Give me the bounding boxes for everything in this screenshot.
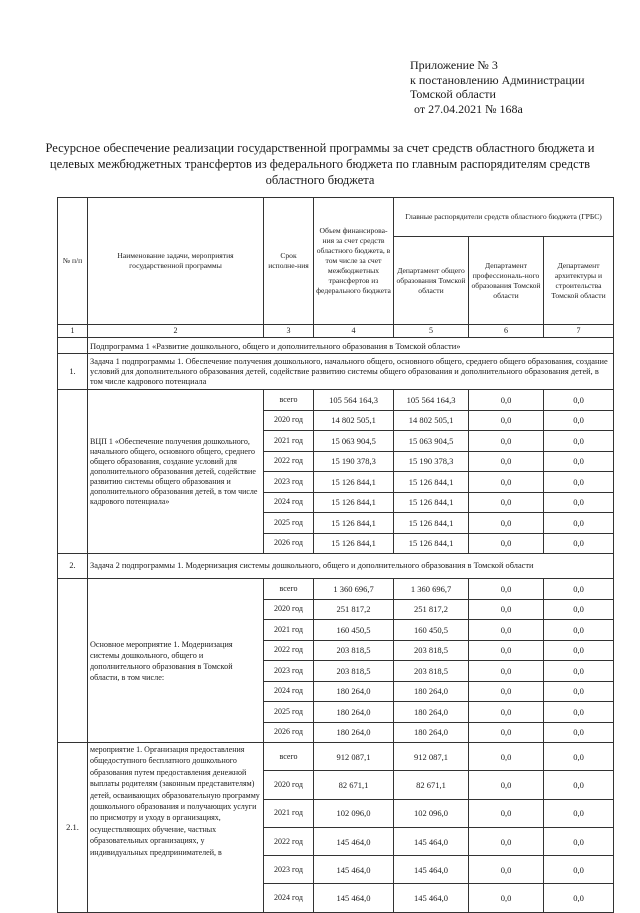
- volume-cell: 1 360 696,7: [314, 579, 394, 600]
- dep1-cell: 14 802 505,1: [394, 410, 469, 431]
- volume-cell: 102 096,0: [314, 799, 394, 827]
- dep3-cell: 0,0: [544, 431, 614, 452]
- dep1-cell: 180 264,0: [394, 702, 469, 723]
- term-cell: 2024 год: [264, 492, 314, 513]
- header-dep3: Департамент архитектуры и строительства Томской области: [544, 237, 614, 325]
- dep1-cell: 15 126 844,1: [394, 492, 469, 513]
- dep3-cell: 0,0: [544, 390, 614, 411]
- col-number: 3: [264, 325, 314, 338]
- task1-num: 1.: [58, 354, 88, 390]
- dep2-cell: 0,0: [469, 661, 544, 682]
- header-dep1: Департамент общего образования Томской области: [394, 237, 469, 325]
- subprogram-num-cell: [58, 338, 88, 354]
- dep2-cell: 0,0: [469, 390, 544, 411]
- dep3-cell: 0,0: [544, 743, 614, 771]
- dep2-cell: 0,0: [469, 472, 544, 493]
- dep3-cell: 0,0: [544, 513, 614, 534]
- dep3-cell: 0,0: [544, 620, 614, 641]
- volume-cell: 15 126 844,1: [314, 533, 394, 554]
- dep2-cell: 0,0: [469, 771, 544, 799]
- dep1-cell: 1 360 696,7: [394, 579, 469, 600]
- term-cell: 2021 год: [264, 620, 314, 641]
- volume-cell: 15 126 844,1: [314, 492, 394, 513]
- header-volume: Объем финансирова-ния за счет средств областного бюджета, в том числе за счет межбюджетных трансфертов из федерального бюджета: [314, 198, 394, 325]
- dep2-cell: 0,0: [469, 410, 544, 431]
- term-cell: 2023 год: [264, 856, 314, 884]
- term-cell: 2022 год: [264, 451, 314, 472]
- term-cell: всего: [264, 390, 314, 411]
- main-activity-num-cell: [58, 579, 88, 743]
- volume-cell: 15 126 844,1: [314, 513, 394, 534]
- dep3-cell: 0,0: [544, 799, 614, 827]
- task2-text: Задача 2 подпрограммы 1. Модернизация системы дошкольного, общего и дополнительного образования в Томской области: [88, 554, 614, 579]
- dep2-cell: 0,0: [469, 743, 544, 771]
- main-activity-row: [58, 579, 614, 600]
- volume-cell: 145 464,0: [314, 856, 394, 884]
- volume-cell: 15 126 844,1: [314, 472, 394, 493]
- term-cell: 2026 год: [264, 722, 314, 743]
- dep2-cell: 0,0: [469, 856, 544, 884]
- volume-cell: 912 087,1: [314, 743, 394, 771]
- task1-text: Задача 1 подпрограммы 1. Обеспечение получения дошкольного, начального общего, основного общего, среднего общего образования, создание условий для дополнительного образования детей, содействие развитию системы общего образования и дополнительного образования детей, в том числе кадрового потенциала: [88, 354, 614, 390]
- subprogram-row: [58, 338, 614, 354]
- dep1-cell: 203 818,5: [394, 661, 469, 682]
- dep3-cell: 0,0: [544, 884, 614, 912]
- header-grbs: Главные распорядители средств областного бюджета (ГРБС): [394, 198, 614, 237]
- term-cell: 2025 год: [264, 702, 314, 723]
- document-title: Ресурсное обеспечение реализации государственной программы за счет средств областного бюджета и целевых межбюджетных трансфертов из федерального бюджета по главным распорядителям средств областного бюджета: [45, 141, 595, 187]
- volume-cell: 180 264,0: [314, 702, 394, 723]
- appendix-line-4: от 27.04.2021 № 168а: [414, 101, 523, 116]
- appendix-line-2: к постановлению Администрации: [410, 72, 585, 87]
- dep3-cell: 0,0: [544, 410, 614, 431]
- term-cell: 2020 год: [264, 599, 314, 620]
- col-number: 1: [58, 325, 88, 338]
- volume-cell: 203 818,5: [314, 640, 394, 661]
- volume-cell: 180 264,0: [314, 681, 394, 702]
- column-numbers-row: [58, 325, 614, 338]
- header-name: Наименование задачи, мероприятия государственной программы: [88, 198, 264, 325]
- dep3-cell: 0,0: [544, 702, 614, 723]
- term-cell: 2025 год: [264, 513, 314, 534]
- vcp-name: ВЦП 1 «Обеспечение получения дошкольного, начального общего, основного общего, среднего общего образования, создание условий для дополнительного образования детей, содействие развитию системы общего образования и дополнительного образования детей, в том числе кадрового потенциала»: [88, 390, 264, 554]
- dep1-cell: 15 126 844,1: [394, 472, 469, 493]
- activity1-num: 2.1.: [58, 743, 88, 913]
- dep2-cell: 0,0: [469, 681, 544, 702]
- dep2-cell: 0,0: [469, 722, 544, 743]
- dep1-cell: 160 450,5: [394, 620, 469, 641]
- dep2-cell: 0,0: [469, 579, 544, 600]
- term-cell: 2024 год: [264, 884, 314, 912]
- dep1-cell: 15 126 844,1: [394, 533, 469, 554]
- term-cell: 2023 год: [264, 472, 314, 493]
- term-cell: 2020 год: [264, 771, 314, 799]
- dep1-cell: 145 464,0: [394, 884, 469, 912]
- activity1-row: [58, 743, 614, 771]
- dep3-cell: 0,0: [544, 599, 614, 620]
- term-cell: 2021 год: [264, 431, 314, 452]
- appendix-block: [410, 58, 630, 116]
- col-number: 5: [394, 325, 469, 338]
- header-num: № п/п: [58, 198, 88, 325]
- dep1-cell: 180 264,0: [394, 722, 469, 743]
- dep1-cell: 82 671,1: [394, 771, 469, 799]
- volume-cell: 203 818,5: [314, 661, 394, 682]
- dep3-cell: 0,0: [544, 533, 614, 554]
- term-cell: 2023 год: [264, 661, 314, 682]
- dep1-cell: 105 564 164,3: [394, 390, 469, 411]
- dep3-cell: 0,0: [544, 771, 614, 799]
- dep2-cell: 0,0: [469, 799, 544, 827]
- volume-cell: 105 564 164,3: [314, 390, 394, 411]
- term-cell: 2021 год: [264, 799, 314, 827]
- header-term: Срок исполне-ния: [264, 198, 314, 325]
- dep2-cell: 0,0: [469, 513, 544, 534]
- resource-table: [57, 197, 614, 913]
- dep2-cell: 0,0: [469, 492, 544, 513]
- dep1-cell: 203 818,5: [394, 640, 469, 661]
- dep2-cell: 0,0: [469, 884, 544, 912]
- dep2-cell: 0,0: [469, 431, 544, 452]
- volume-cell: 145 464,0: [314, 827, 394, 855]
- dep1-cell: 180 264,0: [394, 681, 469, 702]
- dep1-cell: 15 190 378,3: [394, 451, 469, 472]
- appendix-line-3: Томской области: [410, 87, 496, 101]
- dep3-cell: 0,0: [544, 492, 614, 513]
- dep1-cell: 145 464,0: [394, 856, 469, 884]
- dep1-cell: 145 464,0: [394, 827, 469, 855]
- dep1-cell: 102 096,0: [394, 799, 469, 827]
- term-cell: 2022 год: [264, 827, 314, 855]
- dep2-cell: 0,0: [469, 451, 544, 472]
- main-activity-name: Основное мероприятие 1. Модернизация системы дошкольного, общего и дополнительного образования в Томской области, в том числе:: [88, 579, 264, 743]
- vcp-row: [58, 390, 614, 411]
- volume-cell: 14 802 505,1: [314, 410, 394, 431]
- volume-cell: 15 063 904,5: [314, 431, 394, 452]
- term-cell: всего: [264, 579, 314, 600]
- volume-cell: 145 464,0: [314, 884, 394, 912]
- dep2-cell: 0,0: [469, 640, 544, 661]
- dep2-cell: 0,0: [469, 702, 544, 723]
- header-dep2: Департамент профессиональ-ного образования Томской области: [469, 237, 544, 325]
- term-cell: 2022 год: [264, 640, 314, 661]
- col-number: 4: [314, 325, 394, 338]
- header-row-1: [58, 198, 614, 237]
- dep3-cell: 0,0: [544, 661, 614, 682]
- dep2-cell: 0,0: [469, 599, 544, 620]
- dep3-cell: 0,0: [544, 827, 614, 855]
- dep1-cell: 251 817,2: [394, 599, 469, 620]
- task2-row: [58, 554, 614, 579]
- task1-row: [58, 354, 614, 390]
- term-cell: 2024 год: [264, 681, 314, 702]
- dep1-cell: 912 087,1: [394, 743, 469, 771]
- dep1-cell: 15 126 844,1: [394, 513, 469, 534]
- col-number: 7: [544, 325, 614, 338]
- dep3-cell: 0,0: [544, 472, 614, 493]
- subprogram-title: Подпрограмма 1 «Развитие дошкольного, общего и дополнительного образования в Томской области»: [88, 338, 614, 354]
- dep3-cell: 0,0: [544, 640, 614, 661]
- volume-cell: 251 817,2: [314, 599, 394, 620]
- dep3-cell: 0,0: [544, 451, 614, 472]
- dep1-cell: 15 063 904,5: [394, 431, 469, 452]
- task2-num: 2.: [58, 554, 88, 579]
- term-cell: всего: [264, 743, 314, 771]
- volume-cell: 160 450,5: [314, 620, 394, 641]
- volume-cell: 180 264,0: [314, 722, 394, 743]
- dep3-cell: 0,0: [544, 722, 614, 743]
- term-cell: 2020 год: [264, 410, 314, 431]
- dep3-cell: 0,0: [544, 579, 614, 600]
- appendix-line-1: Приложение № 3: [410, 58, 498, 72]
- col-number: 6: [469, 325, 544, 338]
- dep2-cell: 0,0: [469, 533, 544, 554]
- dep2-cell: 0,0: [469, 620, 544, 641]
- dep2-cell: 0,0: [469, 827, 544, 855]
- volume-cell: 82 671,1: [314, 771, 394, 799]
- term-cell: 2026 год: [264, 533, 314, 554]
- col-number: 2: [88, 325, 264, 338]
- activity1-name: мероприятие 1. Организация предоставления общедоступного бесплатного дошкольного образования путем предоставления денежной выплаты родителям (законным представителям) детей, осваивающих образовательную программу дошкольного образования и получающих услуги по присмотру и уходу в организациях, осуществляющих обучение, частных образовательных организациях, у индивидуальных предпринимателей, в: [88, 743, 264, 913]
- dep3-cell: 0,0: [544, 856, 614, 884]
- vcp-num-cell: [58, 390, 88, 554]
- dep3-cell: 0,0: [544, 681, 614, 702]
- volume-cell: 15 190 378,3: [314, 451, 394, 472]
